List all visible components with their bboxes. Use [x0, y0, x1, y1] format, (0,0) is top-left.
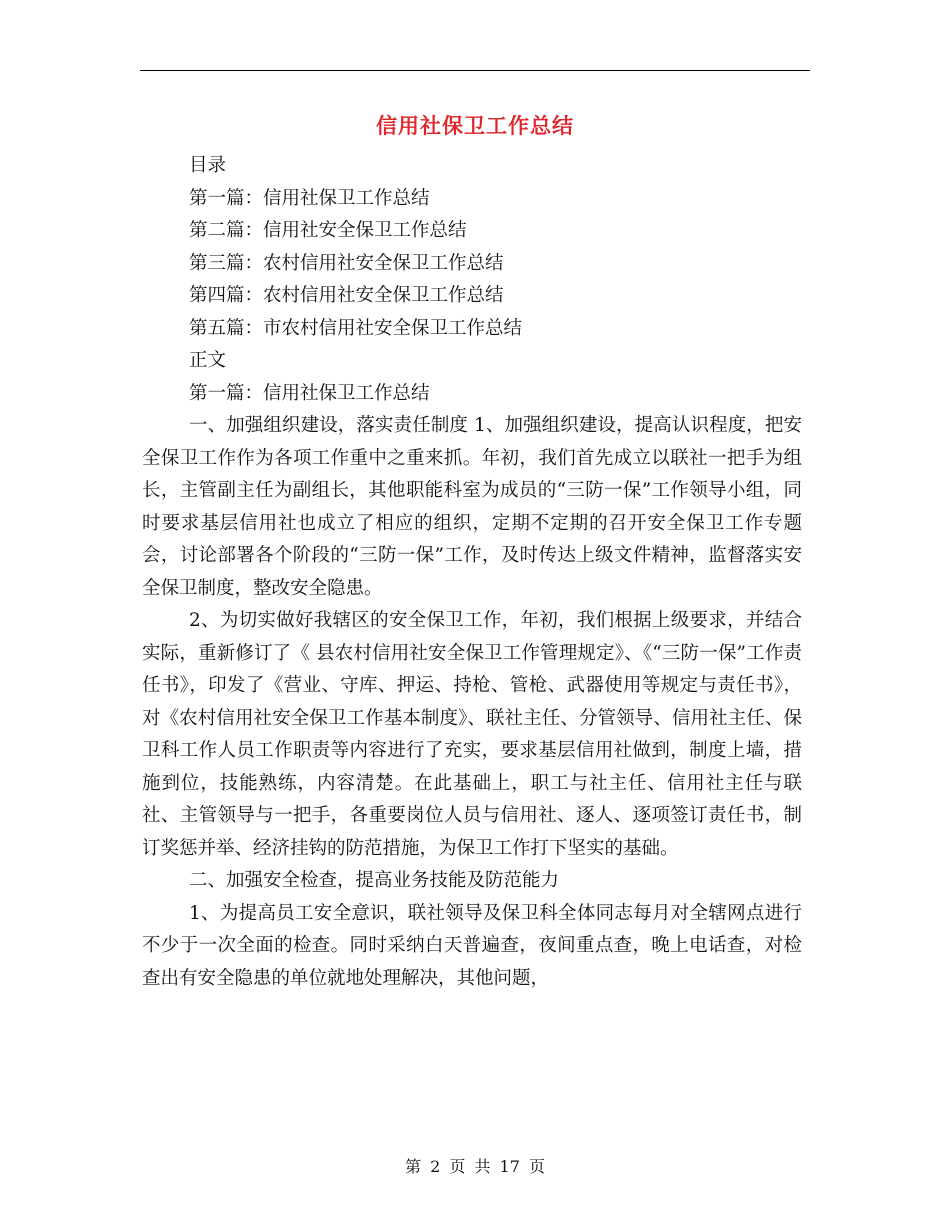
section-heading: 二、加强安全检查，提高业务技能及防范能力	[189, 870, 560, 891]
toc-item: 第五篇：市农村信用社安全保卫工作总结	[189, 317, 523, 339]
document-title: 信用社保卫工作总结	[376, 113, 574, 138]
body-paragraph: 2、为切实做好我辖区的安全保卫工作，年初，我们根据上级要求，并结合 实际，重新修订了《 县农村信用社安全保卫工作管理规定》、《“三防一保”工作责任书》，印发了《营业、守库、押运、持枪、管枪、武器使用等规定与责任书》，对《农村信用社安全保卫工作基本制度》、联社主任、分管领导、信用社主任、保卫科工作人员工作职责等内容进行了充实，要求基层信用社做到，制度上墙，措施到位，技能熟练，内容清楚。在此基础上，职工与社主任、信用社主任与联社、主管领导与一把手，各重要岗位人员与信用社、逐人、逐项签订责任书，制订奖惩并举、经济挂钩的防范措施，为保卫工作打下坚实的基础。	[142, 610, 802, 859]
header-rule	[140, 70, 810, 71]
body-paragraph: 一、加强组织建设，落实责任制度 1、加强组织建设，提高认识程度，把安全保卫工作作为各项工作重中之重来抓。年初，我们首先成立以联社一把手为组长，主管副主任为副组长，其他职能科室为成员的“三防一保”工作领导小组，同时要求基层信用社也成立了相应的组织，定期不定期的召开安全保卫工作专题会，讨论部署各个阶段的“三防一保”工作，及时传达上级文件精神，监督落实安全保卫制度，整改安全隐患。	[142, 415, 802, 599]
toc-heading: 目录	[189, 155, 227, 176]
toc-item: 第一篇：信用社保卫工作总结	[189, 187, 430, 209]
toc-item: 第三篇：农村信用社安全保卫工作总结	[189, 252, 504, 274]
page-number-footer: 第 2 页 共 17 页	[405, 1157, 545, 1176]
toc-item: 第二篇：信用社安全保卫工作总结	[189, 220, 467, 241]
body-paragraph: 1、为提高员工安全意识，联社领导及保卫科全体同志每月对全辖网点进行不少于一次全面的检查。同时采纳白天普遍查，夜间重点查，晚上电话查，对检查出有安全隐患的单位就地处理解决，其他问题，	[142, 902, 802, 989]
body-heading: 正文	[189, 350, 227, 371]
document-body	[142, 150, 802, 995]
part-heading: 第一篇：信用社保卫工作总结	[189, 382, 430, 404]
toc-item: 第四篇：农村信用社安全保卫工作总结	[189, 285, 504, 306]
